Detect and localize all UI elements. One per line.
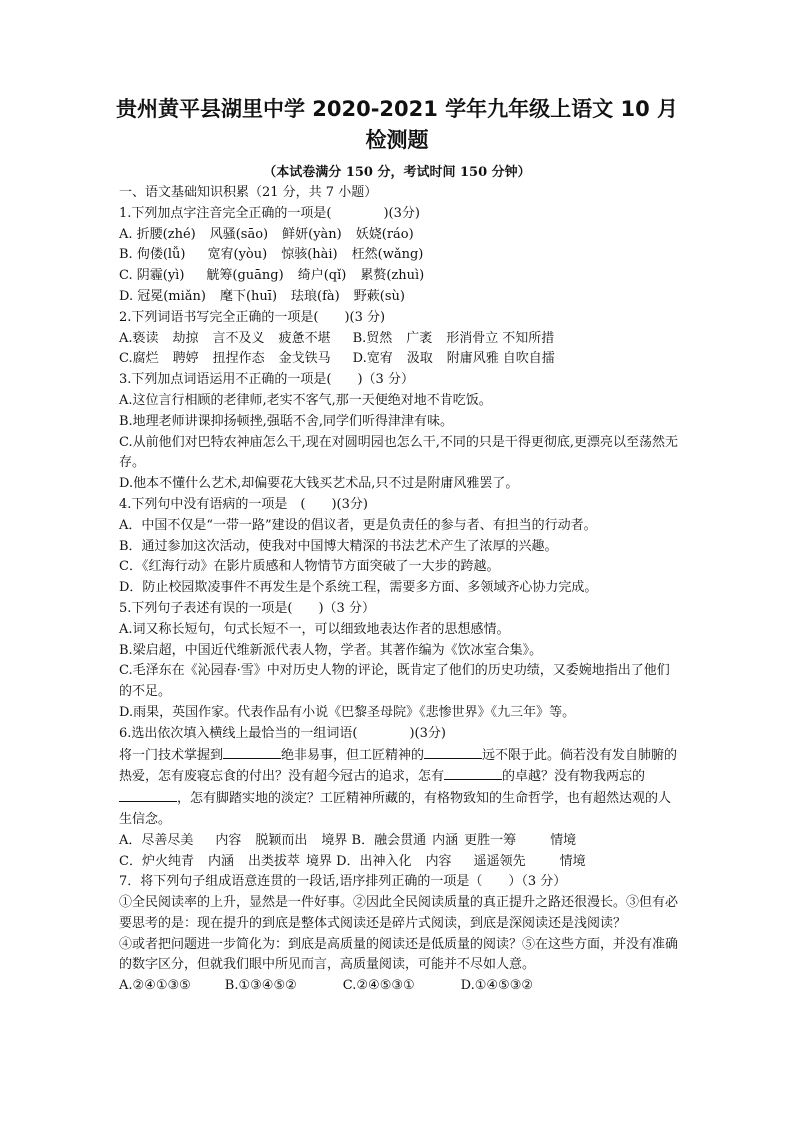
q2-options-cd: C.腐烂 聘婷 扭捏作态 金戈铁马 D.宽宥 汲取 附庸风雅 自吹自擂 xyxy=(119,351,555,367)
q5-option-c: C.毛泽东在《沁园春·雪》中对历史人物的评论，既肯定了他们的历史功绩，又委婉地指出了他们的不足。 xyxy=(119,663,670,700)
fill-blank[interactable] xyxy=(223,745,281,759)
q5-stem: 5.下列句子表述有误的一项是( )（3 分） xyxy=(119,600,375,616)
fill-blank[interactable] xyxy=(424,745,482,759)
q2-options-ab: A.亵读 劫掠 言不及义 疲惫不堪 B.贸然 广袤 形消骨立 不知所措 xyxy=(119,330,555,346)
q7-options: A.②④①③⑤ B.①③④⑤② C.②④⑤③① D.①④⑤③② xyxy=(119,978,534,994)
q5-option-a: A.词又称长短句，句式长短不一，可以细致地表达作者的思想感情。 xyxy=(119,621,510,637)
exam-body xyxy=(119,183,679,997)
q1-option-a: A. 折腰(zhé) 风骚(sāo) 鲜妍(yàn) 妖娆(ráo) xyxy=(119,226,414,242)
q3-option-a: A.这位言行相顾的老律师,老实不客气,那一天便绝对地不肯吃饭。 xyxy=(119,392,492,408)
q3-stem: 3.下列加点词语运用不正确的一项是( )（3 分） xyxy=(119,372,414,388)
section-heading: 一、语文基础知识积累（21 分，共 7 小题） xyxy=(119,185,378,200)
q1-option-c: C. 阴霾(yì) 觥筹(guāng) 绮户(qǐ) 累赘(zhuì) xyxy=(119,268,425,284)
fill-blank[interactable] xyxy=(444,766,502,780)
q4-option-a: A．中国不仅是“一带一路”建设的倡议者，更是负责任的参与者、有担当的行动者。 xyxy=(119,517,597,533)
q2-stem: 2.下列词语书写完全正确的一项是( )(3 分) xyxy=(119,309,386,325)
q6-stem: 6.选出依次填入横线上最恰当的一组词语( )(3分) xyxy=(119,725,446,741)
q4-option-d: D．防止校园欺凌事件不再发生是个系统工程，需要多方面、多领域齐心协力完成。 xyxy=(119,580,598,596)
q3-option-b: B.地理老师讲课抑扬顿挫,强聒不舍,同学们听得津津有味。 xyxy=(119,413,453,429)
fill-blank[interactable] xyxy=(119,788,177,802)
q6-passage: 将一门技术掌握到 绝非易事，但工匠精神的 远不限于此。倘若没有发自肺腑的热爱，怎有废寝忘食的付出？没有超今冠古的追求，怎有 的卓越？没有物我两忘的，怎有脚踏实地的淡定？工匠精神所藏的，有格物致知的生命哲学，也有超然达观的人生信念。 xyxy=(119,745,679,831)
q7-stem: 7．将下列句子组成语意连贯的一段话,语序排列正确的一项是（ ）（3 分） xyxy=(119,874,567,890)
page-title: 贵州黄平县湖里中学 2020-2021 学年九年级上语文 10 月检测题 xyxy=(115,97,679,152)
q6-options-cd: C．炉火纯青 内涵 出类拔萃 境界 D．出神入化 内容 遥遥领先 情境 xyxy=(119,853,586,869)
q4-option-c: C．《红海行动》在影片质感和人物情节方面突破了一大步的跨越。 xyxy=(119,559,500,575)
q7-sentences-2: ④或者把问题进一步简化为：到底是高质量的阅读还是低质量的阅读？⑤在这些方面，并没有准确的数字区分，但就我们眼中所见而言，高质量阅读，可能并不尽如人意。 xyxy=(119,936,679,973)
exam-subtitle: （本试卷满分 150 分，考试时间 150 分钟） xyxy=(263,165,531,180)
q5-option-d: D.雨果，英国作家。代表作品有小说《巴黎圣母院》《悲惨世界》《九三年》等。 xyxy=(119,704,576,720)
q3-option-c: C.从前他们对巴特农神庙怎么干,现在对圆明园也怎么干,不同的只是干得更彻底,更漂亮以至荡然无存。 xyxy=(119,434,679,471)
q3-option-d: D.他本不懂什么艺术,却偏要花大钱买艺术品,只不过是附庸风雅罢了。 xyxy=(119,476,519,492)
q7-sentences-1: ①全民阅读率的上升，显然是一件好事。②因此全民阅读质量的真正提升之路还很漫长。③但有必要思考的是：现在提升的到底是整体式阅读还是碎片式阅读，到底是深阅读还是浅阅读？ xyxy=(119,895,679,931)
q1-stem: 1.下列加点字注音完全正确的一项是( )(3分) xyxy=(119,205,420,221)
q1-option-d: D. 冠冕(miǎn) 麾下(huī) 珐琅(fà) 野蔌(sù) xyxy=(119,288,405,304)
q5-option-b: B.梁启超，中国近代维新派代表人物，学者。其著作编为《饮冰室合集》。 xyxy=(119,642,543,658)
q4-stem: 4.下列句中没有语病的一项是 ( )(3分) xyxy=(119,496,368,512)
q4-option-b: B．通过参加这次活动，使我对中国博大精深的书法艺术产生了浓厚的兴趣。 xyxy=(119,538,558,554)
q6-options-ab: A．尽善尽美 内容 脱颖而出 境界 B．融会贯通 内涵 更胜一筹 情境 xyxy=(119,832,577,848)
q1-option-b: B. 佝偻(lǚ) 宽宥(yòu) 惊骇(hài) 枉然(wǎng) xyxy=(119,247,424,263)
